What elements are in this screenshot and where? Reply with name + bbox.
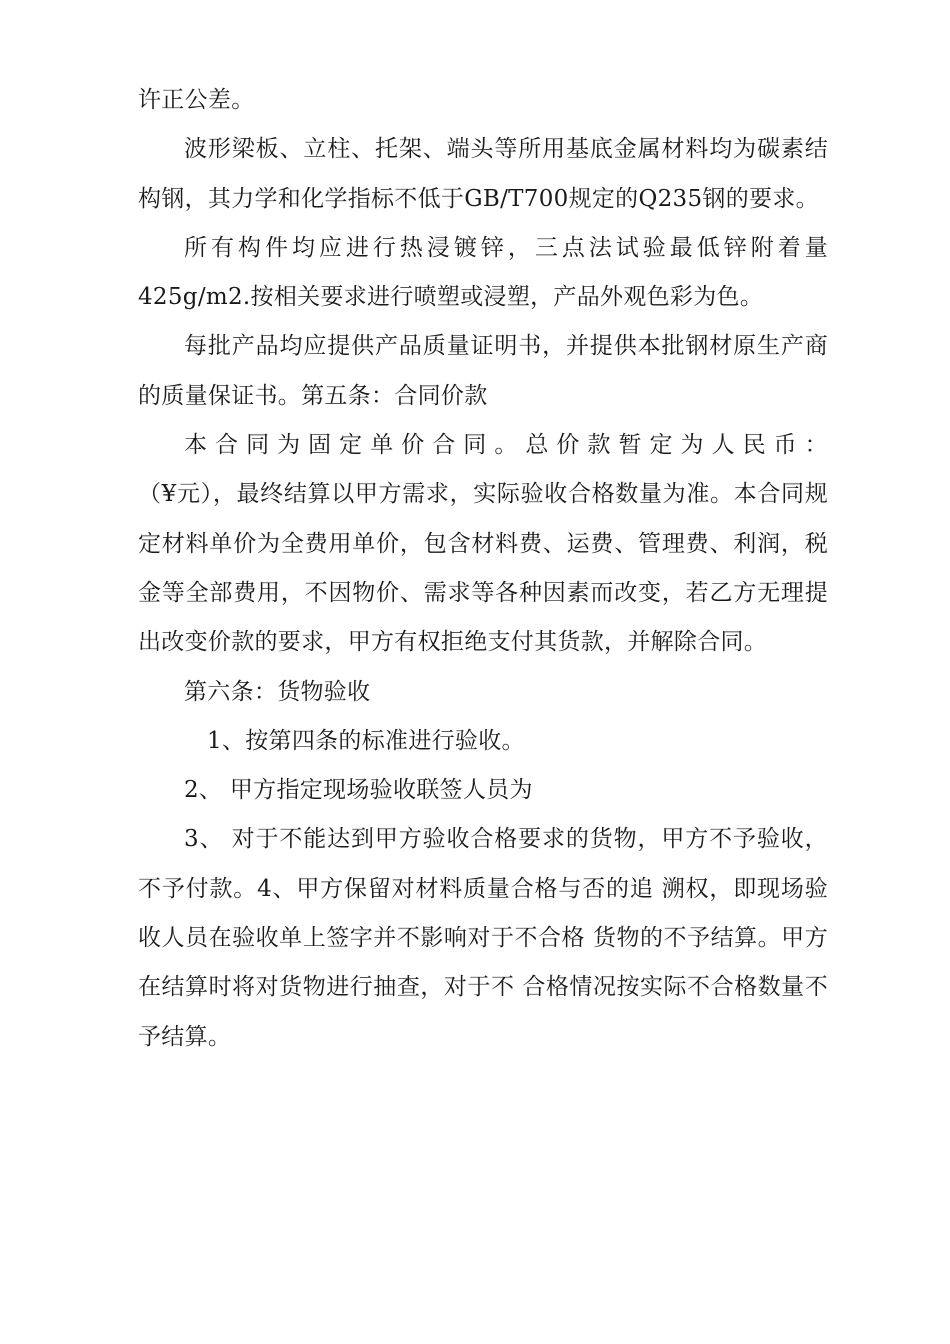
paragraph-tolerance: 许正公差。 [138,87,255,113]
paragraph-quality-certificate: 每批产品均应提供产品质量证明书，并提供本批钢材原生产商的质量保证书。第五条：合同价款 [138,333,828,409]
list-item-acceptance-1: 1、按第四条的标准进行验收。 [207,727,525,754]
list-item-acceptance-2: 2、 甲方指定现场验收联签人员为 [184,777,533,804]
document-body [138,76,828,1062]
section-heading-acceptance: 第六条：货物验收 [184,678,371,705]
paragraph-base-material: 波形梁板、立柱、托架、端头等所用基底金属材料均为碳素结构钢，其力学和化学指标不低于GB/T700规定的Q235钢的要求。 [138,136,828,212]
list-item-acceptance-3-4: 3、 对于不能达到甲方验收合格要求的货物，甲方不予验收，不予付款。4、甲方保留对材料质量合格与否的追 溯权，即现场验收人员在验收单上签字并不影响对于不合格 货物的不予结算。甲方在结算时将对货物进行抽查，对于不 合格情况按实际不合格数量不予结算。 [138,826,828,1050]
paragraph-settlement: （¥元），最终结算以甲方需求，实际验收合格数量为准。本合同规定材料单价为全费用单价，包含材料费、运费、管理费、利润，税金等全部费用，不因物价、需求等各种因素而改变，若乙方无理提出改变价款的要求，甲方有权拒绝支付其货款，并解除合同。 [138,481,828,656]
paragraph-galvanizing: 所有构件均应进行热浸镀锌，三点法试验最低锌附着量425g/m2.按相关要求进行喷塑或浸塑，产品外观色彩为色。 [138,234,828,311]
paragraph-contract-price: 本合同为固定单价合同。总价款暂定为人民币： [184,432,828,459]
